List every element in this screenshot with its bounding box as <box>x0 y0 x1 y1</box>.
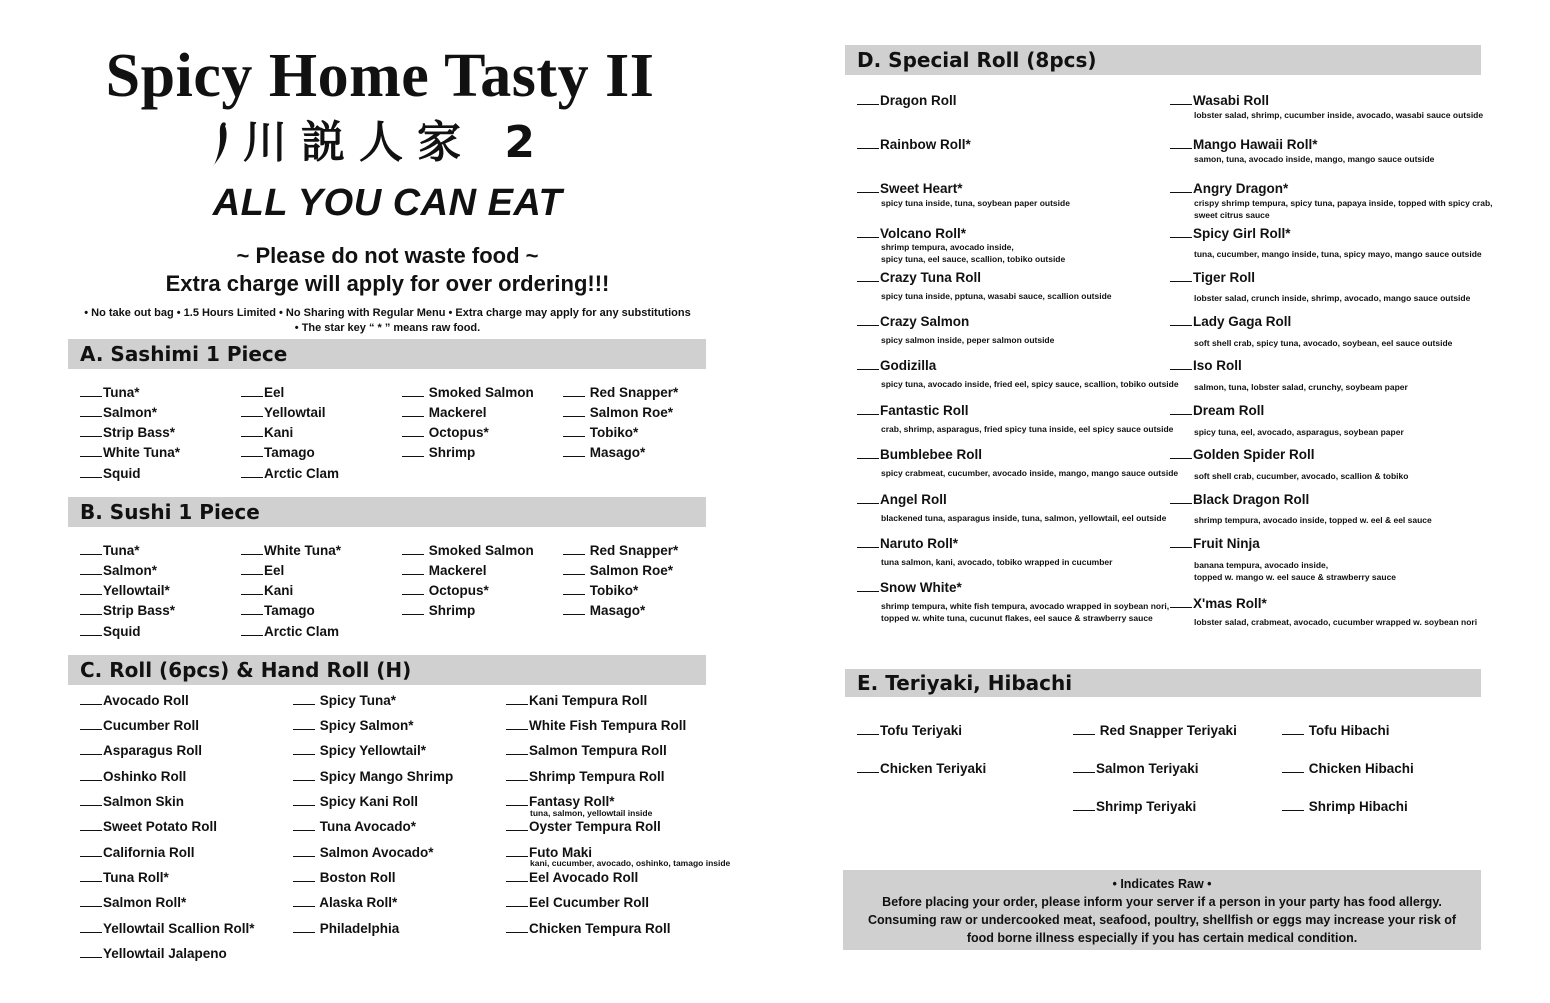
item-description: shrimp tempura, white fish tempura, avocado wrapped in soybean nori, <box>881 601 1170 611</box>
menu-item[interactable]: Naruto Roll* <box>857 535 958 552</box>
all-you-can-eat-heading: ALL YOU CAN EAT <box>212 182 563 224</box>
menu-item[interactable]: Masago* <box>563 602 645 619</box>
menu-item[interactable]: Avocado Roll <box>80 692 189 709</box>
item-description: topped w. white tuna, cucunut flakes, eel sauce & strawberry sauce <box>881 613 1153 623</box>
menu-item[interactable]: Eel <box>241 384 284 401</box>
menu-item[interactable]: Rainbow Roll* <box>857 136 971 153</box>
chinese-name: 川説人家 2 <box>243 117 549 168</box>
item-description: spicy tuna, eel sauce, scallion, tobiko outside <box>881 254 1066 264</box>
menu-item[interactable]: Octopus* <box>402 582 489 599</box>
menu-item[interactable]: Salmon Roe* <box>563 404 673 421</box>
item-description: spicy tuna inside, pptuna, wasabi sauce, scallion outside <box>881 291 1112 301</box>
menu-item[interactable]: Dragon Roll <box>857 92 957 109</box>
menu-item[interactable]: Oshinko Roll <box>80 768 186 785</box>
menu-item[interactable]: Fantastic Roll <box>857 402 969 419</box>
menu-item[interactable]: Salmon Roe* <box>563 562 673 579</box>
menu-item[interactable]: Tamago <box>241 602 315 619</box>
menu-item[interactable]: Eel <box>241 562 284 579</box>
menu-item[interactable]: Sweet Potato Roll <box>80 818 217 835</box>
menu-item[interactable]: Salmon Teriyaki <box>1073 760 1199 777</box>
menu-item[interactable]: Kani <box>241 424 293 441</box>
item-description: lobster salad, shrimp, cucumber inside, avocado, wasabi sauce outside <box>1194 110 1484 120</box>
menu-item[interactable]: Eel Cucumber Roll <box>506 894 649 911</box>
menu-item[interactable]: Red Snapper* <box>563 542 678 559</box>
menu-item[interactable]: Shrimp Tempura Roll <box>506 768 665 785</box>
menu-item[interactable]: Spicy Mango Shrimp <box>293 768 453 785</box>
rules-line: • No take out bag • 1.5 Hours Limited • No Sharing with Regular Menu • Extra charge may apply for any substitutions <box>84 307 691 319</box>
menu-item[interactable]: Chicken Hibachi <box>1282 760 1414 777</box>
menu-item[interactable]: California Roll <box>80 844 195 861</box>
menu-item[interactable]: Kani <box>241 582 293 599</box>
menu-item[interactable]: Shrimp Teriyaki <box>1073 798 1196 815</box>
menu-item[interactable]: Smoked Salmon <box>402 542 534 559</box>
item-description: samon, tuna, avocado inside, mango, mango sauce outside <box>1194 154 1435 164</box>
menu-item[interactable]: Asparagus Roll <box>80 742 202 759</box>
chinese-title <box>60 115 700 171</box>
menu-item[interactable]: Crazy Salmon <box>857 313 969 330</box>
menu-item[interactable]: Salmon Skin <box>80 793 184 810</box>
menu-item[interactable]: Golden Spider Roll <box>1170 446 1315 463</box>
menu-item[interactable]: Mackerel <box>402 404 487 421</box>
item-description: soft shell crab, cucumber, avocado, scallion & tobiko <box>1194 471 1409 481</box>
menu-item[interactable]: Godizilla <box>857 357 936 374</box>
menu-item[interactable]: Red Snapper Teriyaki <box>1073 722 1237 739</box>
menu-item[interactable]: Yellowtail <box>241 404 326 421</box>
menu-item[interactable]: Crazy Tuna Roll <box>857 269 981 286</box>
menu-item[interactable]: Dream Roll <box>1170 402 1264 419</box>
item-description: tuna, cucumber, mango inside, tuna, spicy mayo, mango sauce outside <box>1194 249 1482 259</box>
item-description: tuna salmon, kani, avocado, tobiko wrapped in cucumber <box>881 557 1113 567</box>
rules-line: • The star key “ * ” means raw food. <box>294 322 481 334</box>
menu-item[interactable]: Lady Gaga Roll <box>1170 313 1291 330</box>
item-description: spicy salmon inside, peper salmon outside <box>881 335 1055 345</box>
menu-item[interactable]: Fruit Ninja <box>1170 535 1260 552</box>
menu-item[interactable]: Futo Maki <box>506 844 592 861</box>
menu-item[interactable]: Squid <box>80 465 141 482</box>
menu-item[interactable]: Yellowtail Jalapeno <box>80 945 227 962</box>
menu-item[interactable]: Arctic Clam <box>241 465 339 482</box>
menu-item[interactable]: Squid <box>80 623 141 640</box>
menu-item[interactable]: Octopus* <box>402 424 489 441</box>
menu-item[interactable]: Wasabi Roll <box>1170 92 1269 109</box>
menu-item[interactable]: Shrimp Hibachi <box>1282 798 1408 815</box>
item-description: salmon, tuna, lobster salad, crunchy, soybeam paper <box>1194 382 1408 392</box>
menu-item[interactable]: Angel Roll <box>857 491 947 508</box>
item-description: soft shell crab, spicy tuna, avocado, soybean, eel sauce outside <box>1194 338 1453 348</box>
menu-item[interactable]: Angry Dragon* <box>1170 180 1288 197</box>
menu-item[interactable]: Spicy Yellowtail* <box>293 742 426 759</box>
menu-item[interactable]: White Fish Tempura Roll <box>506 717 686 734</box>
menu-item[interactable]: Tofu Teriyaki <box>857 722 962 739</box>
menu-item[interactable]: Tamago <box>241 444 315 461</box>
item-description: tuna, salmon, yellowtail inside <box>530 808 653 818</box>
item-description: kani, cucumber, avocado, oshinko, tamago inside <box>530 858 731 868</box>
menu-item[interactable]: White Tuna* <box>241 542 341 559</box>
menu-item[interactable]: Strip Bass* <box>80 424 175 441</box>
item-description: lobster salad, crabmeat, avocado, cucumber wrapped w. soybean nori <box>1194 617 1478 627</box>
menu-item[interactable]: Tuna Avocado* <box>293 818 416 835</box>
item-description: blackened tuna, asparagus inside, tuna, salmon, yellowtail, eel outside <box>881 513 1167 523</box>
menu-item[interactable]: Salmon* <box>80 562 157 579</box>
menu-item[interactable]: Spicy Girl Roll* <box>1170 225 1291 242</box>
rules-text <box>60 306 715 336</box>
item-description: spicy crabmeat, cucumber, avocado inside, mango, mango sauce outside <box>881 468 1179 478</box>
menu-item[interactable]: Masago* <box>563 444 645 461</box>
menu-item[interactable]: Strip Bass* <box>80 602 175 619</box>
restaurant-title: Spicy Home Tasty II <box>105 42 655 110</box>
menu-item[interactable]: Arctic Clam <box>241 623 339 640</box>
menu-item[interactable]: Spicy Kani Roll <box>293 793 418 810</box>
menu-item[interactable]: Smoked Salmon <box>402 384 534 401</box>
menu-item[interactable]: Tofu Hibachi <box>1282 722 1390 739</box>
item-description: crispy shrimp tempura, spicy tuna, papaya inside, topped with spicy crab, <box>1194 198 1493 208</box>
menu-item[interactable]: Salmon Tempura Roll <box>506 742 667 759</box>
notice-line: Before placing your order, please inform your server if a person in your party has food allergy. <box>882 895 1442 909</box>
over-ordering-warning: Extra charge will apply for over ordering!!! <box>165 271 610 296</box>
item-description: sweet citrus sauce <box>1194 210 1270 220</box>
menu-item[interactable]: Salmon Avocado* <box>293 844 434 861</box>
allergy-notice <box>843 870 1481 950</box>
section-header-roll: C. Roll (6pcs) & Hand Roll (H) <box>68 655 706 685</box>
menu-item[interactable]: Sweet Heart* <box>857 180 963 197</box>
menu-item[interactable]: Eel Avocado Roll <box>506 869 638 886</box>
notice-line: Consuming raw or undercooked meat, seafood, poultry, shellfish or eggs may increase your risk of <box>867 913 1457 927</box>
item-description: crab, shrimp, asparagus, fried spicy tuna inside, eel spicy sauce outside <box>881 424 1174 434</box>
menu-item[interactable]: Tobiko* <box>563 582 638 599</box>
menu-item[interactable]: Yellowtail Scallion Roll* <box>80 920 255 937</box>
menu-item[interactable]: Fantasy Roll* <box>506 793 615 810</box>
waste-food-warning: ~ Please do not waste food ~ <box>236 243 539 268</box>
menu-item[interactable]: Volcano Roll* <box>857 225 966 242</box>
menu-item[interactable]: Salmon Roll* <box>80 894 186 911</box>
menu-item[interactable]: Cucumber Roll <box>80 717 199 734</box>
item-description: spicy tuna, avocado inside, fried eel, spicy sauce, scallion, tobiko outside <box>881 379 1179 389</box>
menu-item[interactable]: Mackerel <box>402 562 487 579</box>
menu-item[interactable]: Iso Roll <box>1170 357 1242 374</box>
menu-item[interactable]: Bumblebee Roll <box>857 446 982 463</box>
section-header-teriyaki: E. Teriyaki, Hibachi <box>845 669 1481 697</box>
menu-item[interactable]: Philadelphia <box>293 920 399 937</box>
menu-item[interactable]: Red Snapper* <box>563 384 678 401</box>
section-header-sashimi: A. Sashimi 1 Piece <box>68 339 706 369</box>
menu-item[interactable]: Shrimp <box>402 444 475 461</box>
menu-item[interactable]: Chicken Tempura Roll <box>506 920 671 937</box>
item-description: banana tempura, avocado inside, <box>1194 560 1329 570</box>
menu-item[interactable]: Alaska Roll* <box>293 894 397 911</box>
menu-item[interactable]: Tuna* <box>80 384 140 401</box>
menu-item[interactable]: Boston Roll <box>293 869 396 886</box>
menu-item[interactable]: Snow White* <box>857 579 962 596</box>
menu-item[interactable]: Tuna* <box>80 542 140 559</box>
menu-item[interactable]: Tuna Roll* <box>80 869 169 886</box>
item-description: spicy tuna, eel, avocado, asparagus, soybean paper <box>1194 427 1404 437</box>
notice-line: food borne illness especially if you has certain medical condition. <box>966 931 1358 945</box>
section-header-special-roll: D. Special Roll (8pcs) <box>845 45 1481 75</box>
item-description: topped w. mango w. eel sauce & strawberry sauce <box>1194 572 1397 582</box>
raw-indicator-title: • Indicates Raw • <box>1112 877 1212 891</box>
menu-item[interactable]: Oyster Tempura Roll <box>506 818 661 835</box>
menu-item[interactable]: Mango Hawaii Roll* <box>1170 136 1318 153</box>
menu-item[interactable]: Spicy Salmon* <box>293 717 414 734</box>
item-description: lobster salad, crunch inside, shrimp, avocado, mango sauce outside <box>1194 293 1471 303</box>
menu-item[interactable]: Chicken Teriyaki <box>857 760 986 777</box>
item-description: shrimp tempura, avocado inside, topped w. eel & eel sauce <box>1194 515 1432 525</box>
menu-item[interactable]: White Tuna* <box>80 444 180 461</box>
chili-pepper-icon <box>211 121 229 169</box>
section-header-sushi: B. Sushi 1 Piece <box>68 497 706 527</box>
menu-item[interactable]: Shrimp <box>402 602 475 619</box>
menu-item[interactable]: Spicy Tuna* <box>293 692 396 709</box>
menu-item[interactable]: Yellowtail* <box>80 582 170 599</box>
menu-item[interactable]: Tobiko* <box>563 424 638 441</box>
menu-item[interactable]: Tiger Roll <box>1170 269 1255 286</box>
menu-item[interactable]: X'mas Roll* <box>1170 595 1267 612</box>
item-description: spicy tuna inside, tuna, soybean paper outside <box>881 198 1070 208</box>
menu-item[interactable]: Black Dragon Roll <box>1170 491 1309 508</box>
menu-item[interactable]: Kani Tempura Roll <box>506 692 647 709</box>
item-description: shrimp tempura, avocado inside, <box>881 242 1014 252</box>
menu-item[interactable]: Salmon* <box>80 404 157 421</box>
